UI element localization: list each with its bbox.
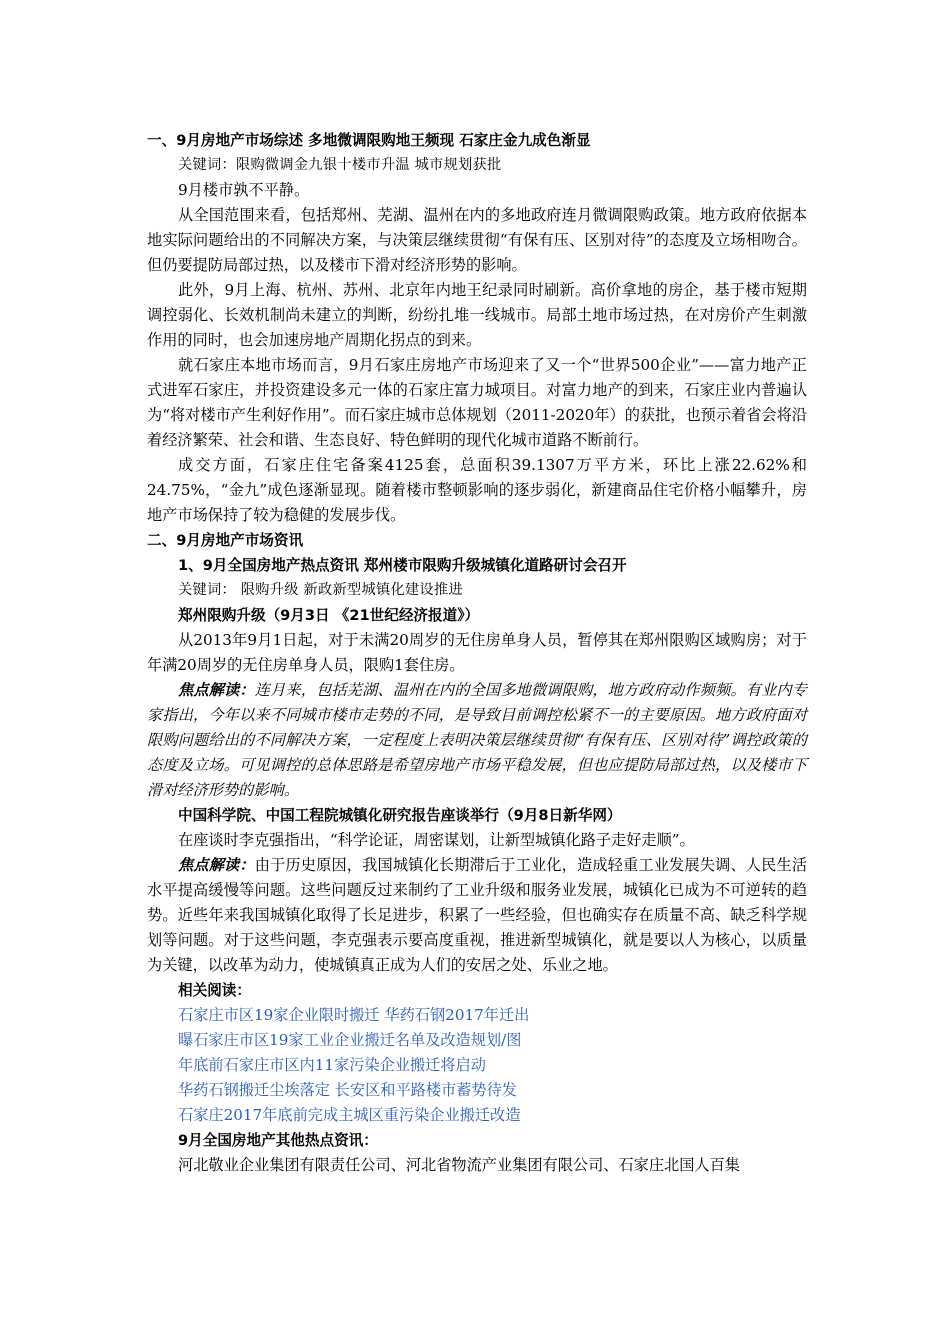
news2-title: 中国科学院、中国工程院城镇化研究报告座谈举行（9月8日新华网） — [178, 807, 622, 824]
news2-body: 在座谈时李克强指出，“科学论证，周密谋划，让新型城镇化路子走好走顺”。 — [178, 831, 695, 849]
other-news-body: 河北敬业企业集团有限责任公司、河北省物流产业集团有限公司、石家庄北国人百集 — [178, 1156, 740, 1174]
section1-paragraph-1: 9月楼市孰不平静。 — [178, 181, 310, 199]
section1-paragraph-2: 从全国范围来看，包括郑州、芜湖、温州在内的多地政府连月微调限购政策。地方政府依据本地实际问题给出的不同解决方案，与决策层继续贯彻“有保有压、区别对待”的态度及立场相吻合。但仍要提防局部过热，以及楼市下滑对经济形势的影响。 — [147, 206, 807, 274]
related-link-3[interactable]: 年底前石家庄市区内11家污染企业搬迁将启动 — [178, 1056, 486, 1074]
section1-keywords: 关键词：限购微调金九银十楼市升温 城市规划获批 — [178, 157, 502, 173]
related-link-5[interactable]: 石家庄2017年底前完成主城区重污染企业搬迁改造 — [178, 1106, 521, 1124]
section1-paragraph-5: 成交方面，石家庄住宅备案4125套，总面积39.1307万平方米，环比上涨22.62%和24.75%，“金九”成色逐渐显现。随着楼市整顿影响的逐步弱化，新建商品住宅价格小幅攀升，房地产市场保持了较为稳健的发展步伐。 — [147, 456, 807, 524]
related-reading-label: 相关阅读： — [178, 982, 251, 999]
news1-title: 郑州限购升级（9月3日 《21世纪经济报道》） — [178, 607, 480, 624]
related-link-4[interactable]: 华药石钢搬迁尘埃落定 长安区和平路楼市蓄势待发 — [178, 1081, 517, 1099]
news1-focus — [147, 678, 807, 803]
section1-paragraph-4: 就石家庄本地市场而言，9月石家庄房地产市场迎来了又一个“世界500企业”——富力地产正式进军石家庄，并投资建设多元一体的石家庄富力城项目。对富力地产的到来，石家庄业内普遍认为“将对楼市产生利好作用”。而石家庄城市总体规划（2011-2020年）的获批，也预示着省会将沿着经济繁荣、社会和谐、生态良好、特色鲜明的现代化城市道路不断前行。 — [147, 356, 807, 449]
news2-focus — [147, 853, 807, 978]
section1-heading: 一、9月房地产市场综述 多地微调限购地王频现 石家庄金九成色渐显 — [147, 132, 591, 149]
news1-focus-text: 连月来，包括芜湖、温州在内的全国多地微调限购，地方政府动作频频。有业内专家指出，今年以来不同城市楼市走势的不同，是导致目前调控松紧不一的主要原因。地方政府面对限购问题给出的不同解决方案，一定程度上表明决策层继续贯彻“有保有压、区别对待”调控政策的态度及立场。可见调控的总体思路是希望房地产市场平稳发展，但也应提防局部过热，以及楼市下滑对经济形势的影响。 — [147, 681, 808, 799]
section1-paragraph-3: 此外，9月上海、杭州、苏州、北京年内地王纪录同时刷新。高价拿地的房企，基于楼市短期调控弱化、长效机制尚未建立的判断，纷纷扎堆一线城市。局部土地市场过热，在对房价产生刺激作用的同时，也会加速房地产周期化拐点的到来。 — [147, 281, 807, 349]
news1-body: 从2013年9月1日起，对于未满20周岁的无住房单身人员，暂停其在郑州限购区域购房；对于年满20周岁的无住房单身人员，限购1套住房。 — [147, 631, 807, 674]
section2-heading: 二、9月房地产市场资讯 — [147, 532, 304, 549]
other-news-label: 9月全国房地产其他热点资讯： — [178, 1132, 378, 1149]
news2-focus-text: 由于历史原因，我国城镇化长期滞后于工业化，造成轻重工业发展失调、人民生活水平提高缓慢等问题。这些问题反过来制约了工业升级和服务业发展，城镇化已成为不可逆转的趋势。近些年来我国城镇化取得了长足进步，积累了一些经验，但也确实存在质量不高、缺乏科学规划等问题。对于这些问题，李克强表示要高度重视，推进新型城镇化，就是要以人为核心，以质量为关键，以改革为动力，使城镇真正成为人们的安居之处、乐业之地。 — [147, 856, 808, 974]
focus-label: 焦点解读： — [178, 856, 255, 874]
section2-subheading: 1、9月全国房地产热点资讯 郑州楼市限购升级城镇化道路研讨会召开 — [178, 557, 627, 574]
focus-label: 焦点解读： — [178, 681, 255, 699]
related-link-2[interactable]: 曝石家庄市区19家工业企业搬迁名单及改造规划/图 — [178, 1031, 522, 1049]
section2-keywords: 关键词： 限购升级 新政新型城镇化建设推进 — [178, 582, 463, 598]
related-link-1[interactable]: 石家庄市区19家企业限时搬迁 华药石钢2017年迁出 — [178, 1006, 530, 1024]
document-body — [147, 128, 807, 1178]
